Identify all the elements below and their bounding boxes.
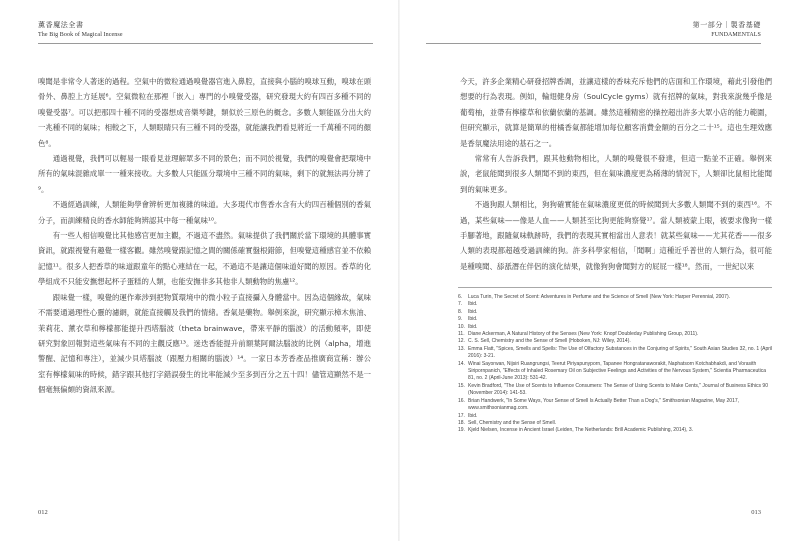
- footnote: 10. Ibid.: [458, 323, 478, 330]
- paragraph: 今天，許多企業精心研發招牌香調，並讓這樣的香味充斥他們的店面和工作環境，藉此引發他們想要的行為表現。例如，輪翅健身房（SoulCycle gyms）就有招牌的氣味，對我來說幾乎像是葡萄柚，並帶有檸檬草和依蘭依蘭的基調。雖然這種精密的操控超出許多大眾小店的能力範圍，但研究顯示，就算是簡單的柑橘香氣都能增加每位顧客消費金額的百分之二十¹⁵。這也生理效應是香氛魔法用途的基石之一。: [460, 77, 772, 148]
- running-head-left: [38, 20, 123, 40]
- book-title-en: The Big Book of Magical Incense: [38, 32, 123, 38]
- footnote: 14. Winai Sayorwan, Nijsiri Ruangrungsi, Teerut Piriyapunyporn, Tapanee Hongratanaworakit, Naphatsorn Kotchabhakdi, and Vorasith Siripornpanich, "Effects of Inhaled Rosemary Oil on Subjective Feelings and Activities of the Nervous System," Scientia Pharmaceutica 81, no. 2 (April-June 2013): 531-42.: [458, 360, 767, 382]
- left-body-text: [38, 74, 371, 398]
- paragraph: 不過狗跟人類相比，狗狗確實能在氣味濃度更低的時候聞到大多數人類聞不到的東西¹⁶。不過，某些氣味——像是人血——人類甚至比狗更能夠察覺¹⁷。當人類被蒙上眼，被要求像狗一樣手腳著地，跟隨氣味軌跡時，我們的表現其實相當出人意表！就某些氣味——尤其花香——很多人類的表現都超越受過訓練的狗。許多科學家相信，「聞啊」這種近乎普世的人類行為，很可能是種嗅聞、舔舐潛在伴侶的演化結果，就像狗狗會聞對方的屁屁一樣¹⁸。然而，一世紀以來: [460, 200, 772, 271]
- footnote: 18. Sell, Chemistry and the Sense of Smell.: [458, 419, 557, 426]
- right-page: [400, 0, 799, 541]
- header-rule-right: [426, 43, 761, 44]
- part-title-zh: 第一部分｜製香基礎: [692, 21, 761, 29]
- footnote: 7. Ibid.: [458, 301, 478, 308]
- footnote: 16. Brian Handwerk, "In Some Ways, Your Sense of Smell Is Actually Better Than a Dog's," Smithsonian Magazine, May 2017, www.smithsonianmag.com.: [458, 397, 740, 412]
- paragraph: 嗅聞是非常令人著迷的過程。空氣中的微粒通過嗅覺器官進入鼻腔，直接與小腦的嗅球互動，嗅球在頭骨外、鼻腔上方延展⁶。空氣微粒在那裡「嵌入」專門的小嗅覺受器，研究發現大約有四百多種不同的嗅覺受器⁷。可以把那四十種不同的受器想成音樂琴鍵，類似於三原色的概念。多數人類能區分出大約一兆種不同的氣味；相較之下，人類眼睛只有三種不同的受器，就能讓我們看見將近一千萬種不同的顏色⁸。: [38, 77, 371, 148]
- footnote: 9. Ibid.: [458, 316, 478, 323]
- paragraph: 有一些人相信嗅覺比其他感官更加主觀，不過這不盡然。氣味提供了我們關於當下環境的具體事實資訊，就跟視覺有趣覺一樣客觀。雖然嗅覺跟記憶之間的關係確實盤根錯節，但嗅覺這種感官並不依賴記憶¹¹。很多人把香草的味道跟童年的點心連結在一起，不過這不是讓這個味道好聞的原因。香草的化學組成不只能安撫想起杯子蛋糕的人類，也能安撫非多其他非人類動物的焦慮¹²。: [38, 231, 371, 287]
- footnote: 13. Emma Flatt, "Spices, Smells and Spells: The Use of Olfactory Substances in the Conjuring of Spirits," South Asian Studies 32, no. 1 (April 2016): 3-21.: [458, 345, 773, 360]
- footnote: 15. Kevin Bradford, "The Use of Scents to Influence Consumers: The Sense of Using Scents to Make Cents," Journal of Business Ethics 90 (November 2014): 141-53.: [458, 382, 768, 397]
- paragraph: 跟味覺一樣，嗅覺的運作牽涉到把物質環境中的微小粒子直接攝入身體當中。因為這個緣故，氣味不需要通過理性心靈的濾網，就能直接觸及我們的情緒。香氣是藥物。舉例來說，研究顯示樟木焦油、茉莉花、薰衣草和檸檬都能提升西塔腦波（theta brainwave，帶來平靜的腦波）的活動頻率，即使研究對象回報對這些氣味有不同的主觀反應¹³。迷迭香能提升前額葉阿爾法腦波的比例（alpha，增進警醒、記憶和專注），並減少貝塔腦波（跟壓力相關的腦波）¹⁴。一家日本芳香產品推廣商宣稱：辦公室有檸檬氣味的時候，錯字跟其他打字錯誤發生的比率能減少至多到百分之五十四！儘管這顯然不是一個毫無偏頗的資訊來源。: [38, 292, 371, 395]
- running-head-right: [693, 20, 761, 40]
- footnote: 6. Luca Turin, The Secret of Scent: Adventures in Perfume and the Science of Smell (New York: Harper Perennial, 2007).: [458, 294, 730, 300]
- footnote: 12. C. S. Sell, Chemistry and the Sense of Smell (Hoboken, NJ: Wiley, 2014).: [458, 338, 631, 345]
- footnote: 8. Ibid.: [458, 308, 478, 315]
- paragraph: 常常有人告訴我們，跟其他動物相比，人類的嗅覺很不發達，但這一點並不正確。舉例來說，老鼠能聞到很多人類聞不到的東西，但在氣味濃度更為稀薄的情況下，人類卻比鼠相比能聞到的氣味更多。: [460, 154, 772, 194]
- header-rule-left: [38, 43, 373, 44]
- page-number-right: 013: [751, 509, 761, 516]
- book-title-zh: 薰香魔法全書: [38, 21, 84, 29]
- left-page: [0, 0, 399, 541]
- footnotes-list: [458, 294, 774, 435]
- footnote: 19. Kjeld Nielsen, Incense in Ancient Israel (Leiden, The Netherlands: Brill Academic Publishing, 2014), 3.: [458, 427, 694, 434]
- footnote: 11. Diane Ackerman, A Natural History of the Senses (New York: Knopf Doubleday Publishing Group, 2011).: [458, 331, 699, 338]
- paragraph: 不過經過訓練，人類能夠學會辨析更加複雜的味道。大多現代市售香水含有大約四百種個別的香氣分子，而訓練精良的香水師能夠辨認其中每一種氣味¹⁰。: [38, 200, 371, 225]
- part-title-en: FUNDAMENTALS: [711, 32, 761, 38]
- page-number-left: 012: [38, 509, 48, 516]
- paragraph: 通過視覺，我們可以輕易一眼看見並理解眾多不同的景色；而不同於視覺，我們的嗅覺會把環境中所有的氣味混雜成單一一種來接收。大多數人只能區分環境中三種不同的氣味，剩下的就無法再分辨了⁹。: [38, 154, 371, 194]
- footnote: 17. Ibid.: [458, 412, 478, 419]
- right-body-text: [460, 74, 772, 274]
- footnote-divider: [458, 287, 772, 288]
